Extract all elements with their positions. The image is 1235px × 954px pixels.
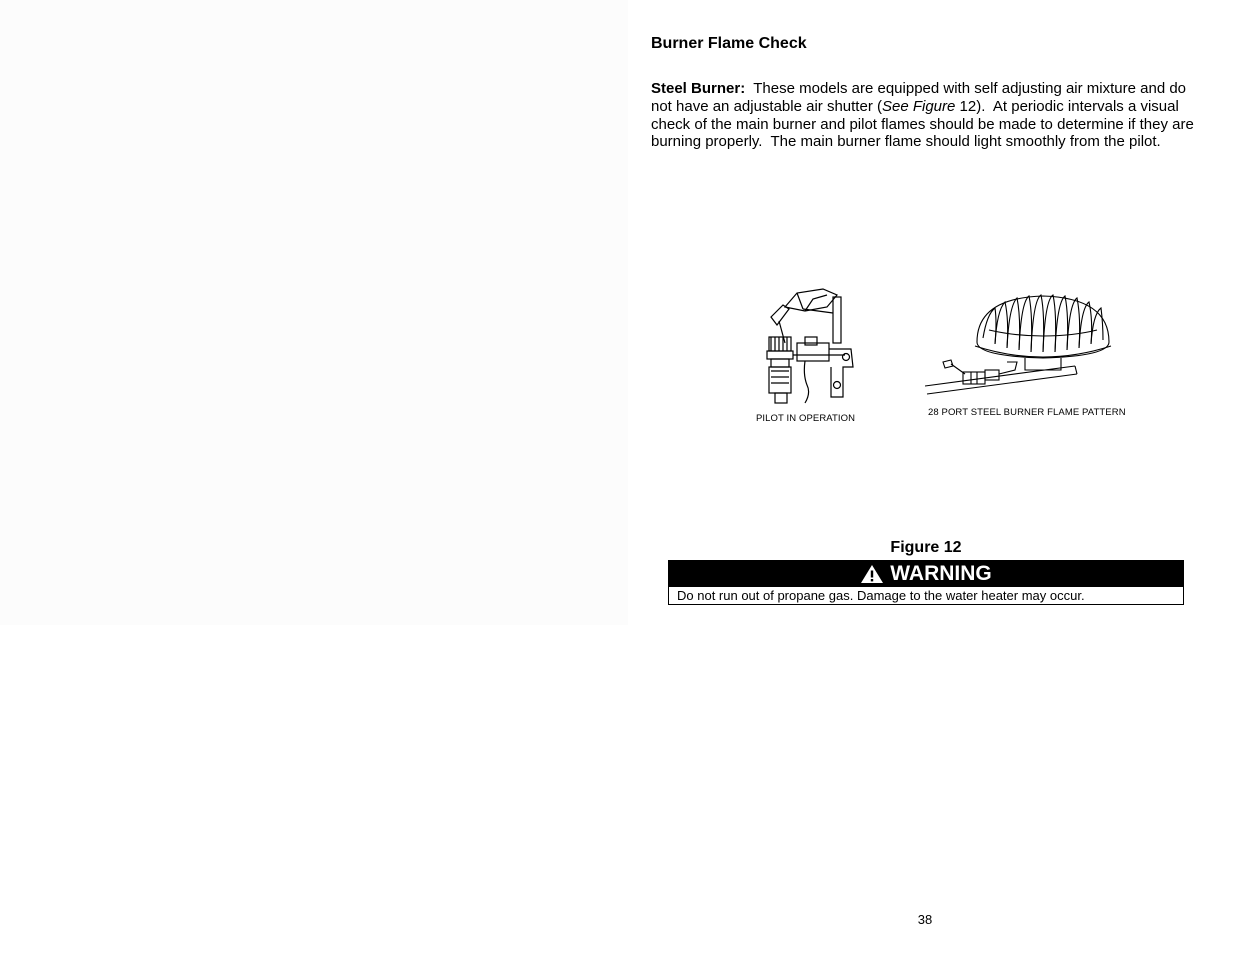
pilot-assembly-drawing: [745, 285, 875, 405]
page-number: 38: [917, 912, 933, 927]
warning-header: [669, 561, 1183, 587]
figure-caption: Figure 12: [890, 539, 962, 556]
text-before-ref: These models are equipped with self adjusting air mixture and do not have an adjustable air shutter (: [651, 80, 1191, 115]
blank-left-page: [0, 0, 628, 625]
steel-burner-paragraph: [651, 80, 1207, 151]
warning-triangle-icon: [860, 564, 884, 584]
figure-reference: See Figure: [881, 97, 956, 115]
burner-label: 28 PORT STEEL BURNER FLAME PATTERN: [928, 407, 1126, 418]
burner-flame-drawing: [925, 290, 1125, 400]
warning-box: [668, 560, 1184, 605]
section-heading: Burner Flame Check: [651, 35, 807, 52]
lead-bold: Steel Burner:: [651, 80, 746, 97]
warning-text: Do not run out of propane gas. Damage to the water heater may occur.: [677, 588, 1085, 603]
pilot-label: PILOT IN OPERATION: [756, 413, 856, 424]
text-after-ref: 12). At periodic intervals a visual check of the main burner and pilot flames should be made to determine if they are burning properly. The main burner flame should light smoothly from the pilot.: [651, 97, 1198, 151]
warning-title: WARNING: [890, 562, 992, 585]
figure-12-illustration: [740, 280, 1130, 430]
